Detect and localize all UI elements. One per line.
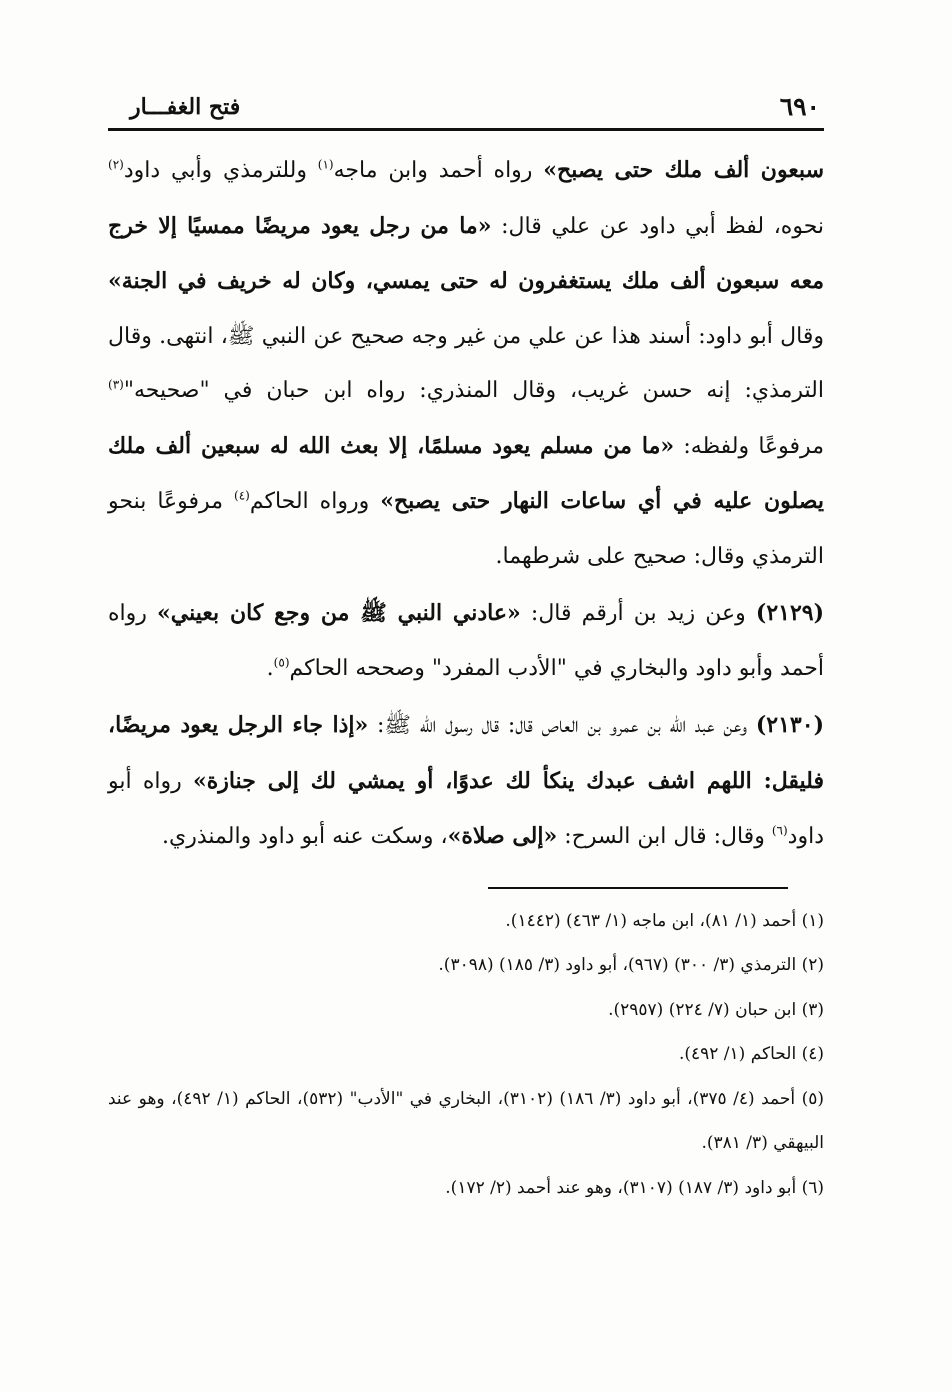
text-run: ، وسكت عنه أبو داود والمنذري.	[162, 824, 448, 849]
hadith-number: (٢١٢٩)	[755, 600, 824, 626]
footnote-ref: (٥)	[273, 655, 290, 670]
text-run: مرفوعًا ولفظه:	[674, 433, 824, 459]
quoted-hadith-text: «إلى صلاة»	[447, 823, 558, 849]
quoted-hadith-text: «ما من مسلم يعود مسلمًا، إلا بعث الله له سبعين ألف ملك يصلون عليه في أي ساعات النهار حتى يصبح»	[108, 432, 824, 514]
footnote-ref: (٢)	[108, 157, 124, 172]
footnote: (٢) الترمذي (٣/ ٣٠٠) (٩٦٧)، أبو داود (٣/ ١٨٥) (٣٠٩٨).	[438, 955, 824, 975]
text-run: رواه أبو داود	[108, 768, 824, 849]
footnote-ref: (٦)	[771, 823, 788, 838]
footnote-ref: (٣)	[108, 377, 124, 392]
footnote-separator	[488, 887, 788, 889]
text-run: رواه أحمد وابن ماجه	[333, 158, 544, 183]
text-run: وقال أبو داود: أسند هذا عن علي من غير وجه صحيح عن النبي ﷺ، انتهى. وقال الترمذي: إنه حسن غريب، وقال المنذري: رواه ابن حبان في "صحيحه"	[108, 323, 824, 403]
body-paragraph	[108, 143, 824, 584]
footnote-ref: (١)	[317, 157, 334, 172]
main-text	[108, 143, 824, 865]
text-run: وعن زيد بن أرقم قال:	[520, 601, 756, 626]
footnote: (١) أحمد (١/ ٨١)، ابن ماجه (١/ ٤٦٣) (١٤٤٢).	[505, 910, 824, 931]
text-run: نحوه، لفظ أبي داود عن علي قال:	[491, 213, 825, 239]
quoted-hadith-text: «عادني النبي ﷺ من وجع كان بعيني»	[157, 600, 521, 626]
text-run: ورواه الحاكم	[249, 489, 381, 514]
footnote: (٣) ابن حبان (٧/ ٢٢٤) (٢٩٥٧).	[608, 999, 824, 1020]
document-page	[108, 88, 824, 1318]
quoted-hadith-text: «إذا جاء الرجل يعود مريضًا، فليقل: اللهم اشف عبدك ينكأ لك عدوًا، أو يمشي لك إلى جنازة»	[108, 712, 824, 794]
footnote: (٦) أبو داود (٣/ ١٨٧) (٣١٠٧)، وهو عند أحمد (٢/ ١٧٢).	[445, 1177, 824, 1198]
quoted-hadith-text: «ما من رجل يعود مريضًا ممسيًا إلا خرج معه سبعون ألف ملك يستغفرون له حتى يمسي، وكان له خريف في الجنة»	[108, 212, 824, 294]
footnote-ref: (٤)	[234, 488, 250, 503]
text-run: .	[266, 655, 274, 681]
text-run: مرفوعًا بنحو الترمذي وقال: صحيح على شرطهما.	[108, 489, 824, 569]
page-number: ٦٩٠	[779, 92, 820, 121]
quoted-hadith-text: سبعون ألف ملك حتى يصبح»	[543, 157, 824, 183]
text-run: رواه أحمد وأبو داود والبخاري في "الأدب المفرد" وصححه الحاكم	[108, 601, 824, 681]
footnote: (٤) الحاكم (١/ ٤٩٢).	[678, 1044, 824, 1064]
text-run: وعن عبد الله بن عمرو بن العاص قال: قال رسول الله ﷺ:	[368, 713, 756, 738]
hadith-2129-paragraph	[108, 586, 824, 696]
text-run: وللترمذي وأبي داود	[123, 158, 318, 183]
text-run: وقال: قال ابن السرح:	[557, 824, 772, 849]
footnotes	[108, 899, 824, 1211]
book-title: فتح الغفـــار	[130, 94, 241, 120]
hadith-number: (٢١٣٠)	[755, 712, 824, 738]
footnote: (٥) أحمد (٤/ ٣٧٥)، أبو داود (٣/ ١٨٦) (٣١٠٢)، البخاري في "الأدب" (٥٣٢)، الحاكم (١/ ٤٩٢)، وهو عند البيهقي (٣/ ٣٨١).	[108, 1088, 824, 1153]
running-header	[108, 88, 824, 131]
hadith-2130-paragraph	[108, 698, 824, 865]
